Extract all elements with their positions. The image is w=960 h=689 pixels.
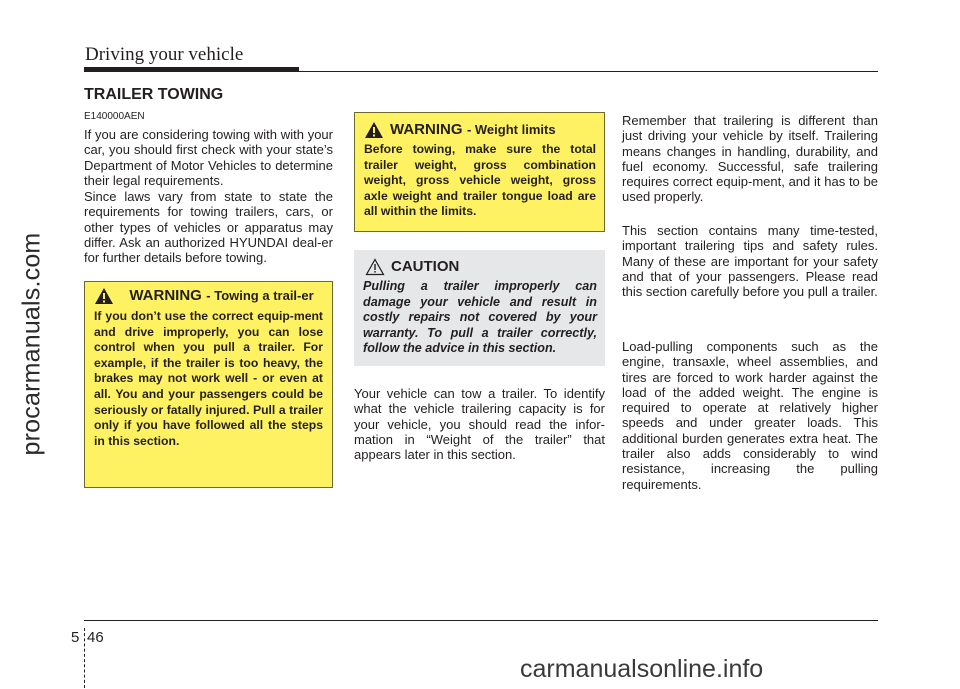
caution-label: CAUTION <box>391 258 460 275</box>
caution-box <box>354 250 605 366</box>
header-title: Driving your vehicle <box>85 44 244 65</box>
footer-rule <box>84 620 878 621</box>
warning-subtitle: - Weight limits <box>466 122 556 137</box>
column1-paragraph-1: If you are considering towing with with your car, you should first check with your state’s Department of Motor Vehicles to determine their legal requirements. <box>84 127 333 188</box>
warning-box-weight-limits <box>354 112 605 232</box>
page-number: 46 <box>87 629 104 646</box>
warning-box-towing <box>84 281 333 488</box>
chapter-number: 5 <box>71 629 80 646</box>
warning-subtitle: - Towing a trail-er <box>206 288 314 303</box>
section-code: E140000AEN <box>84 111 145 122</box>
warning-triangle-icon <box>94 287 114 305</box>
caution-triangle-icon <box>365 258 385 276</box>
warning-body: If you don’t use the correct equip-ment and drive improperly, you can lose control when you pull a trailer. For example, if the trailer is too heavy, the brakes may not work well - or even at all. You and your passengers could be seriously or fatally injured. Pull a trailer only if you have followed all the steps in this section. <box>94 309 323 448</box>
footer-separator <box>84 628 85 688</box>
warning-triangle-icon <box>364 121 384 139</box>
caution-body: Pulling a trailer improperly can damage your vehicle and result in costly repairs not covered by your warranty. To pull a trailer correctly, follow the advice in this section. <box>363 279 597 356</box>
warning-label: WARNING <box>129 287 202 304</box>
column3-paragraph-2: This section contains many time-tested, important trailering tips and safety rules. Many of these are important for your safety and that of your passengers. Please read this section carefully before you pull a trailer. <box>622 223 878 300</box>
warning-body: Before towing, make sure the total trailer weight, gross combination weight, gross vehicle weight, gross axle weight and trailer tongue load are all within the limits. <box>364 142 596 219</box>
column3-paragraph-3: Load-pulling components such as the engine, transaxle, wheel assemblies, and tires are forced to work harder against the load of the added weight. The engine is required to operate at relatively higher speeds and under greater loads. This additional burden generates extra heat. The trailer also adds considerably to wind resistance, increasing the pulling requirements. <box>622 339 878 492</box>
warning-label: WARNING <box>390 121 463 138</box>
column1-paragraph-2: Since laws vary from state to state the requirements for towing trailers, cars, or other types of vehicles or apparatus may differ. Ask an authorized HYUNDAI deal-er for further details before towing. <box>84 189 333 266</box>
header-rule <box>84 71 878 72</box>
side-watermark: procarmanuals.com <box>17 232 46 456</box>
column3-paragraph-1: Remember that trailering is different than just driving your vehicle by itself. Trailering means changes in handling, durability, and fuel economy. Successful, safe trailering requires correct equip-ment, and it has to be used properly. <box>622 113 878 205</box>
section-heading: TRAILER TOWING <box>84 86 224 103</box>
bottom-watermark: carmanualsonline.info <box>520 655 764 683</box>
column2-paragraph: Your vehicle can tow a trailer. To identify what the vehicle trailering capacity is for your vehicle, you should read the infor-mation in “Weight of the trailer” that appears later in this section. <box>354 386 605 463</box>
